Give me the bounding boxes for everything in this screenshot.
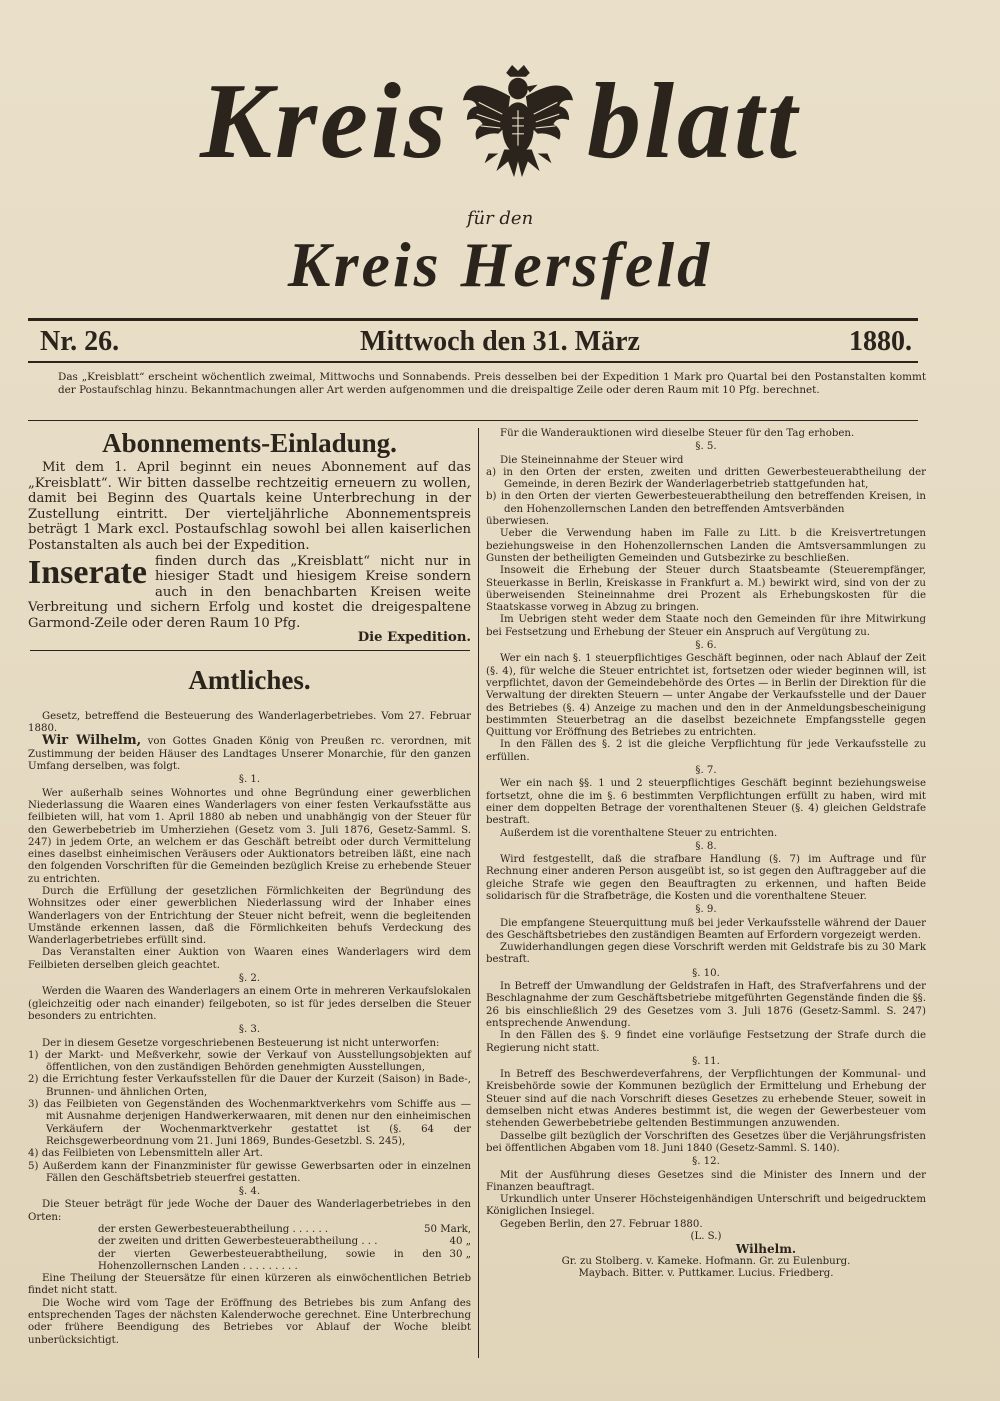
issue-year: 1880. bbox=[849, 326, 912, 357]
paragraph: Ueber die Verwendung haben im Falle zu Litt. b die Kreisvertretungen beziehungsweise in den Hohenzollernschen Landen die Amtsversammlungen zu Gunsten der betheiligten Gemeinden und Gutsbezirke zu beschließen. bbox=[486, 528, 926, 564]
paragraph: Wer ein nach §§. 1 und 2 steuerpflichtiges Geschäft beginnt beziehungsweise fortsetzt, ohne die im §. 6 bestimmten Verpflichtungen erfüllt zu haben, wird mit einer dem doppelten Betrage der vorenthaltenen Steuer (§. 4) gleichen Geldstrafe bestraft. bbox=[486, 778, 926, 827]
list-item: 4) das Feilbieten von Lebensmitteln aller Art. bbox=[28, 1148, 263, 1160]
paragraph: Die empfangene Steuerquittung muß bei jeder Verkaufsstelle während der Dauer des Geschäftsbetriebes den zuständigen Beamten auf Erfordern vorgezeigt werden. bbox=[486, 917, 926, 941]
inserate-word: Inserate bbox=[28, 553, 147, 591]
column-right bbox=[486, 428, 926, 1280]
masthead-title-right: blatt bbox=[587, 62, 801, 182]
section-label: §. 1. bbox=[238, 774, 261, 786]
paragraph: Zuwiderhandlungen gegen diese Vorschrift werden mit Geldstrafe bis zu 30 Mark bestraft. bbox=[486, 942, 926, 966]
paragraph: In Betreff der Umwandlung der Geldstrafen in Haft, des Strafverfahrens und der Beschlagnahme der zum Geschäftsbetriebe mitgeführten Gegenstände finden die §§. 26 bis einschließlich 29 des Gesetzes vom 3. Juli 1876 (Gesetz-Samml. S. 247) entsprechende Anwendung. bbox=[486, 981, 926, 1029]
paragraph: Wer ein nach §. 1 steuerpflichtiges Geschäft beginnen, oder nach Ablauf der Zeit (§. 4), für welche die Steuer entrichtet ist, fortsetzen oder wieder beginnen will, ist verpflichtet, davon der Gemeindebehörde des Ortes — in Berlin der Direktion für die Verwaltung der direkten Steuern — unter Angabe der Verkaufsstelle und der Dauer des Betriebes (§. 4) Anzeige zu machen und den in der Anmeldungsbescheinigung bestimmten Steuerbetrag an die daselbst bezeichnete Empfangsstelle gegen Quittung vor Eröffnung des Betriebes zu entrichten. bbox=[486, 653, 926, 739]
section-label: §. 4. bbox=[238, 1186, 261, 1198]
paragraph: Die Steuer beträgt für jede Woche der Dauer des Wanderlagerbetriebes in den Orten: bbox=[28, 1199, 471, 1223]
abonnement-text: Mit dem 1. April beginnt ein neues Abonnement auf das „Kreisblatt“. Wir bitten dasselbe rechtzeitig erneuern zu wollen, damit bei Beginn des Quartals keine Unterbrechung in der Zustellung eintritt. Der vierteljährliche Abonnementspreis beträgt 1 Mark excl. Postaufschlag sowohl bei allen kaiserlichen Postanstalten als auch bei der Expedition. bbox=[28, 460, 471, 553]
list-item: 2) die Errichtung fester Verkaufsstellen für die Dauer der Kurzeit (Saison) in Bade-, Brunnen- und ähnlichen Orten, bbox=[28, 1074, 471, 1098]
column-left bbox=[28, 428, 471, 1347]
list-item: 1) der Markt- und Meßverkehr, sowie der Verkauf von Ausstellungsobjekten auf öffentlichen, von den zuständigen Behörden genehmigten Ausstellungen, bbox=[28, 1049, 471, 1074]
abonnement-heading: Abonnements-Einladung. bbox=[102, 428, 397, 458]
paragraph: Das Veranstalten einer Auktion von Waaren eines Wanderlagers wird dem Feilbieten derselben gleich geachtet. bbox=[28, 947, 471, 971]
section-label: §. 7. bbox=[695, 765, 717, 777]
section-label: §. 3. bbox=[238, 1024, 261, 1036]
tax-row bbox=[28, 1249, 471, 1274]
paragraph: Werden die Waaren des Wanderlagers an einem Orte in mehreren Verkaufslokalen (gleichzeitig oder nach einander) feilgeboten, so ist für jedes derselben die Steuer besonders zu entrichten. bbox=[28, 986, 471, 1022]
section-rule bbox=[30, 650, 470, 651]
section-label: §. 9. bbox=[695, 904, 717, 916]
issue-date: Mittwoch den 31. März bbox=[360, 326, 640, 357]
section-label: §. 12. bbox=[692, 1156, 720, 1168]
tax-row bbox=[28, 1224, 471, 1236]
paragraph: Wird festgestellt, daß die strafbare Handlung (§. 7) im Auftrage und für Rechnung einer anderen Person ausgeübt ist, so ist gegen den Auftraggeber auf die gleiche Strafe wie gegen den Beauftragten zu erkennen, und haften Beide solidarisch für die Strafbeträge, die Kosten und die vorenthaltene Steuer. bbox=[486, 854, 926, 902]
notice-rule bbox=[28, 420, 918, 421]
section-label: §. 5. bbox=[695, 441, 717, 453]
subtitle-fuer-den: für den bbox=[466, 208, 534, 229]
section-label: §. 2. bbox=[238, 973, 261, 985]
tax-row-label: der vierten Gewerbesteuerabtheilung, sowie in den Hohenzollernschen Landen . . . . . . . . . bbox=[98, 1248, 442, 1272]
section-label: §. 10. bbox=[692, 967, 720, 979]
seal-mark: (L. S.) bbox=[690, 1231, 722, 1242]
inserate-block bbox=[28, 554, 471, 632]
section-label: §. 8. bbox=[695, 840, 717, 852]
paragraph: In den Fällen des §. 2 ist die gleiche Verpflichtung für jede Verkaufsstelle zu erfüllen. bbox=[486, 739, 926, 763]
paragraph: Mit der Ausführung dieses Gesetzes sind die Minister des Innern und der Finanzen beauftragt. bbox=[486, 1169, 926, 1193]
paragraph: Dasselbe gilt bezüglich der Vorschriften des Gesetzes über die Verjährungsfristen bei öffentlichen Abgaben vom 18. Juni 1840 (Gesetz-Samml. S. 140). bbox=[486, 1130, 926, 1154]
tax-row-value: 40 „ bbox=[449, 1236, 471, 1248]
cosigners-line-1: Gr. zu Stolberg. v. Kameke. Hofmann. Gr. zu Eulenburg. bbox=[561, 1255, 851, 1267]
paragraph: In Betreff des Beschwerdeverfahrens, der Verpflichtungen der Kommunal- und Kreisbehörde sowie der Kommunen bezüglich der Ermittelung und Erhebung der Steuer sind auf die nach Vorschrift dieses Gesetzes zu erhebende Steuer, soweit in demselben nicht etwas Anderes bestimmt ist, die wegen der Gewerbesteuer vom stehenden Gewerbebetriebe geltenden Bestimmungen anzuwenden. bbox=[486, 1069, 926, 1130]
tax-row-label: der zweiten und dritten Gewerbesteuerabtheilung . . . bbox=[98, 1236, 378, 1248]
paragraph: Die Steineinnahme der Steuer wird bbox=[500, 454, 684, 466]
list-item: b) in den Orten der vierten Gewerbesteuerabtheilung den betreffenden Kreisen, in den Hohenzollernschen Landen den betreffenden Amtsverbänden bbox=[486, 491, 926, 515]
inserate-text: finden durch das „Kreisblatt“ nicht nur in hiesiger Stadt und hiesigem Kreise sondern auch in den benachbarten Kreisen weite Verbreitung und sichern Erfolg und kostet die dreigespaltene Garmond-Zeile oder deren Raum 10 Pfg. bbox=[28, 553, 471, 631]
header-rule-top bbox=[28, 318, 918, 321]
paragraph: überwiesen. bbox=[486, 516, 550, 528]
paragraph: Die Woche wird vom Tage der Eröffnung des Betriebes bis zum Anfang des entsprechenden Tages der nächsten Kalenderwoche gerechnet. Eine Unterbrechung oder frühere Beendigung des Betriebes vor Ablauf der Woche bleibt unberücksichtigt. bbox=[28, 1297, 471, 1346]
expedition-signature: Die Expedition. bbox=[357, 629, 471, 645]
amtliches-heading: Amtliches. bbox=[188, 664, 311, 695]
list-item: 3) das Feilbieten von Gegenständen des Wochenmarktverkehrs vom Schiffe aus — mit Ausnahme derjenigen Handwerkerwaaren, mit denen nur den einheimischen Verkäufern der Wochenmarktverkehr gestattet ist (§. 64 der Reichsgewerbeordnung vom 21. Juni 1869, Bundes-Gesetzbl. S. 245), bbox=[28, 1099, 471, 1147]
list-item: 5) Außerdem kann der Finanzminister für gewisse Gewerbsarten oder in einzelnen Fällen den Geschäftsbetrieb steuerfrei gestatten. bbox=[28, 1160, 471, 1184]
paragraph: Für die Wanderauktionen wird dieselbe Steuer für den Tag erhoben. bbox=[500, 428, 855, 439]
law-preamble bbox=[28, 735, 471, 773]
masthead-title-left: Kreis bbox=[199, 62, 449, 182]
signature-name: Wilhelm. bbox=[735, 1242, 797, 1257]
paragraph: Außerdem ist die vorenthaltene Steuer zu entrichten. bbox=[500, 827, 778, 839]
law-intro: Gesetz, betreffend die Besteuerung des Wanderlagerbetriebes. Vom 27. Februar 1880. bbox=[28, 710, 471, 735]
column-divider bbox=[478, 428, 479, 1358]
paragraph: Eine Theilung der Steuersätze für einen kürzeren als einwöchentlichen Betrieb findet nicht statt. bbox=[28, 1273, 471, 1297]
issue-number: Nr. 26. bbox=[40, 326, 120, 357]
paragraph: Insoweit die Erhebung der Steuer durch Staatsbeamte (Steuerempfänger, Steuerkasse in Berlin, Kreiskasse in Frankfurt a. M.) bewirkt wird, sind von der zu überweisenden Steineinnahme drei Prozent als Erhebungskosten für die Staatskasse vorweg in Abzug zu bringen. bbox=[486, 565, 926, 614]
given-line: Gegeben Berlin, den 27. Februar 1880. bbox=[500, 1218, 703, 1230]
district-name: Kreis Hersfeld bbox=[287, 229, 713, 300]
paragraph: Wer außerhalb seines Wohnortes und ohne Begründung einer gewerblichen Niederlassung die Waaren eines Wanderlagers von einer festen Verkaufsstätte aus feilbieten will, hat vom 1. April 1880 ab neben und unabhängig von der Steuer für den Gewerbebetrieb im Umherziehen (Gesetz vom 3. Juli 1876, Gesetz-Samml. S. 247) in jedem Orte, an welchem er das Geschäft betreibt oder durch Vermittelung eines daselbst einheimischen Veräusers oder Auktionators betreiben läßt, eine nach den folgenden Vorschriften für die Gemeinden bezüglich Kreise zu erhebende Steuer zu entrichten. bbox=[28, 787, 471, 885]
masthead-title bbox=[0, 52, 1000, 182]
paragraph: Im Uebrigen steht weder dem Staate noch den Gemeinden für ihre Mitwirkung bei Festsetzung und Erhebung der Steuer ein Anspruch auf Vergütung zu. bbox=[486, 614, 926, 638]
paragraph: Der in diesem Gesetze vorgeschriebenen Besteuerung ist nicht unterworfen: bbox=[42, 1037, 440, 1049]
section-label: §. 6. bbox=[695, 640, 717, 652]
subscription-notice: Das „Kreisblatt“ erscheint wöchentlich zweimal, Mittwochs und Sonnabends. Preis desselben bei der Expedition 1 Mark pro Quartal bei den Postanstalten kommt der Postaufschlag hinzu. Bekanntmachungen aller Art werden aufgenommen und die dreispaltige Zeile oder deren Raum mit 10 Pfg. berechnet. bbox=[58, 371, 926, 396]
list-item: a) in den Orten der ersten, zweiten und dritten Gewerbesteuerabtheilung der Gemeinde, in deren Bezirk der Wanderlagerbetrieb stattgefunden hat, bbox=[486, 466, 926, 491]
tax-row-value: 50 Mark, bbox=[424, 1224, 471, 1235]
header-rule-bottom bbox=[28, 361, 918, 363]
cosigners-line-2: Maybach. Bitter. v. Puttkamer. Lucius. Friedberg. bbox=[578, 1267, 834, 1279]
paragraph: Durch die Erfüllung der gesetzlichen Förmlichkeiten der Begründung des Wohnsitzes oder einer gewerblichen Niederlassung wird der Inhaber eines Wanderlagers von der Entrichtung der Steuer nicht befreit, wenn die begleitenden Umstände erkennen lassen, daß die Förmlichkeiten behufs Verdeckung des Wanderlagerbetriebes erfüllt sind. bbox=[28, 885, 471, 947]
tax-row-value: 30 „ bbox=[449, 1248, 471, 1260]
section-label: §. 11. bbox=[692, 1055, 720, 1067]
paragraph: Urkundlich unter Unserer Höchsteigenhändigen Unterschrift und beigedrucktem Königlichen Insiegel. bbox=[486, 1194, 926, 1218]
tax-row-label: der ersten Gewerbesteuerabtheilung . . . . . . bbox=[98, 1224, 329, 1235]
prussian-eagle-icon bbox=[459, 62, 577, 182]
law-wir-wilhelm: Wir Wilhelm, bbox=[42, 733, 142, 749]
paragraph: In den Fällen des §. 9 findet eine vorläufige Festsetzung der Strafe durch die Regierung nicht statt. bbox=[486, 1030, 926, 1054]
tax-row bbox=[28, 1236, 471, 1248]
law-preamble-text: von Gottes Gnaden König von Preußen rc. verordnen, mit Zustimmung der beiden Häuser des Landtages Unserer Monarchie, für den ganzen Umfang derselben, was folgt. bbox=[28, 736, 472, 773]
